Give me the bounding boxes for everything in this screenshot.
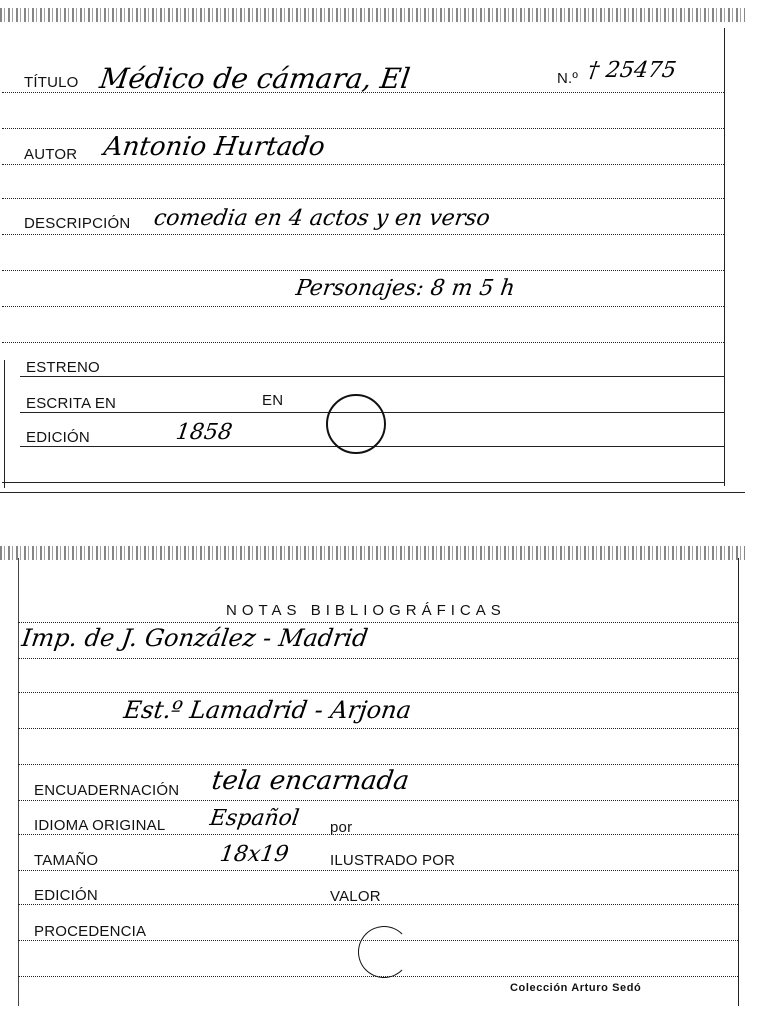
rule xyxy=(2,482,724,483)
numero-value: † 25475 xyxy=(586,58,678,83)
por-label: por xyxy=(330,819,353,836)
edicion-label: EDICIÓN xyxy=(34,887,98,904)
punch-hole xyxy=(326,394,386,454)
rule xyxy=(18,728,738,729)
card-left-border xyxy=(4,360,5,488)
titulo-label: TÍTULO xyxy=(24,74,79,91)
rule xyxy=(2,128,724,129)
encuadernacion-label: ENCUADERNACIÓN xyxy=(34,782,180,799)
tamano-label: TAMAÑO xyxy=(34,852,99,869)
escrita-en-label: ESCRITA EN xyxy=(26,395,117,412)
rule xyxy=(18,800,738,801)
card-right-border xyxy=(724,28,725,486)
rule xyxy=(18,870,738,871)
idioma-original-value: Español xyxy=(208,806,301,831)
ilustrado-por-label: ILUSTRADO POR xyxy=(330,852,456,869)
card-left-border xyxy=(18,558,19,1006)
card-bottom-edge xyxy=(0,492,745,493)
rule xyxy=(2,342,724,343)
edicion-label: EDICIÓN xyxy=(26,429,90,446)
card-torn-edge xyxy=(0,8,745,22)
autor-value: Antonio Hurtado xyxy=(101,132,327,162)
idioma-original-label: IDIOMA ORIGINAL xyxy=(34,817,166,834)
rule xyxy=(2,234,724,235)
titulo-value: Médico de cámara, El xyxy=(97,62,413,95)
encuadernacion-value: tela encarnada xyxy=(209,766,412,796)
descripcion-label: DESCRIPCIÓN xyxy=(24,215,131,232)
rule xyxy=(18,834,738,835)
punch-hole xyxy=(358,926,410,978)
edicion-year-value: 1858 xyxy=(174,420,234,445)
rule xyxy=(2,270,724,271)
valor-label: VALOR xyxy=(330,888,381,905)
en-label: EN xyxy=(262,392,284,409)
rule xyxy=(2,198,724,199)
rule xyxy=(18,764,738,765)
procedencia-label: PROCEDENCIA xyxy=(34,923,147,940)
descripcion-value: comedia en 4 actos y en verso xyxy=(152,206,492,231)
rule xyxy=(2,306,724,307)
rule xyxy=(2,164,724,165)
notas-heading: NOTAS BIBLIOGRÁFICAS xyxy=(226,602,506,619)
rule xyxy=(18,692,738,693)
rule xyxy=(18,658,738,659)
catalog-card-front xyxy=(0,0,745,495)
collection-footer: Colección Arturo Sedó xyxy=(510,982,642,994)
nota-line-2: Est.º Lamadrid - Arjona xyxy=(122,696,414,724)
tamano-value: 18x19 xyxy=(218,842,291,867)
catalog-card-back xyxy=(0,540,745,1028)
personajes-value: Personajes: 8 m 5 h xyxy=(294,276,517,301)
card-torn-edge xyxy=(0,546,745,560)
rule xyxy=(18,622,738,623)
estreno-label: ESTRENO xyxy=(26,359,100,376)
card-right-border xyxy=(738,558,739,1006)
nota-line-1: Imp. de J. González - Madrid xyxy=(20,624,370,652)
rule xyxy=(20,376,724,377)
autor-label: AUTOR xyxy=(24,146,78,163)
numero-label: N.º xyxy=(557,70,579,87)
